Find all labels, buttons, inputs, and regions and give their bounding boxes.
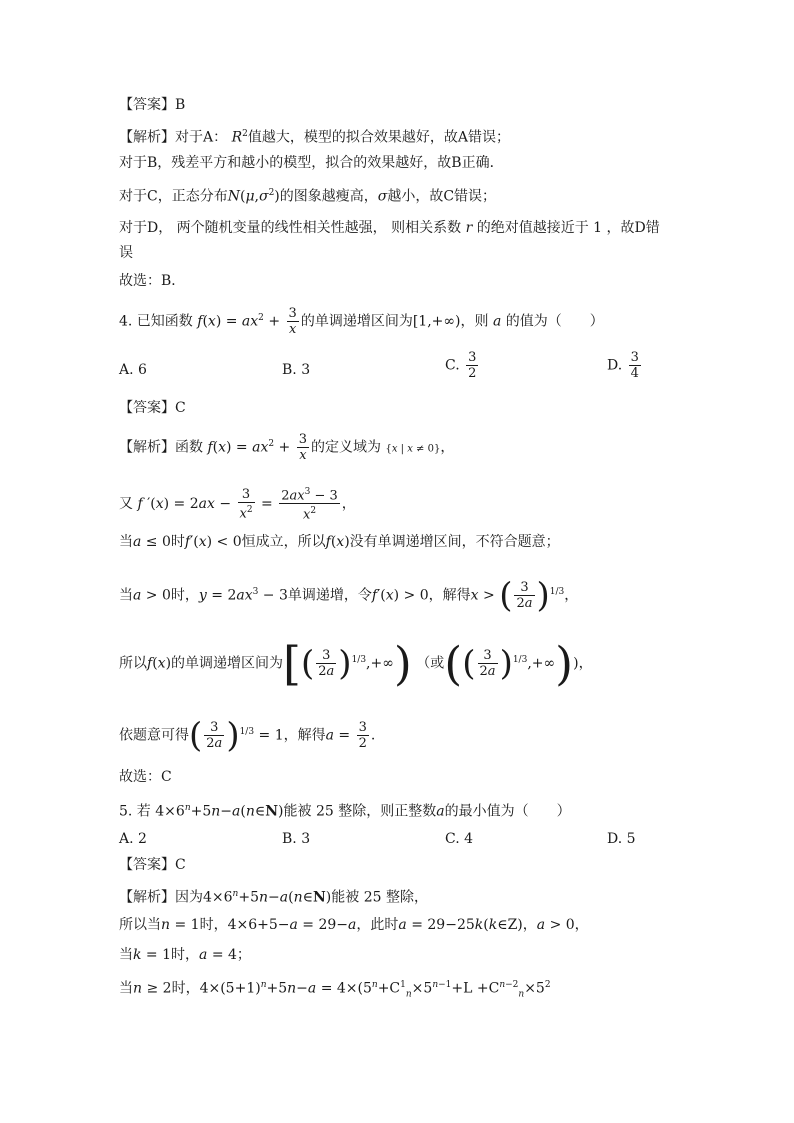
q5-option-a: A. 2 — [119, 831, 147, 847]
analysis-d: 对于D， 两个随机变量的线性相关性越强， 则相关系数 r 的绝对值越接近于 1 ，故D错 — [119, 220, 660, 236]
analysis-q5-n2: 当n ≥ 2时，$4\times(5+1)^n+5n-a = 4\times(5^n+C^1_n\times 5^{n-1}+L +C^{n-2}_n\times 5^2$ — [119, 980, 551, 1000]
choose-c: 故选：C — [119, 769, 172, 785]
analysis-c: 对于C，正态分布$N(\mu,\sigma^2)$的图象越瘦高，σ越小，故C错误； — [119, 188, 497, 205]
analysis-b: 对于B，残差平方和越小的模型，拟合的效果越好，故B正确． — [119, 155, 504, 171]
answer-label-1: 【答案】B — [119, 97, 186, 113]
q4-option-b: B. 3 — [282, 362, 311, 378]
q4-option-d: D. $\frac{3}{4}$ — [607, 350, 639, 381]
q5-option-b: B. 3 — [282, 831, 311, 847]
answer-label-3: 【答案】C — [119, 857, 186, 873]
analysis-q5-k1: 当k = 1时，a = 4； — [119, 947, 251, 963]
q5-option-c: C. 4 — [445, 831, 474, 847]
analysis-d-cont: 误 — [119, 245, 133, 261]
question-4: 4. 已知函数 $f(x) = ax^2$ + $\frac{3}{x}$ 的单调递增区间为[1,+∞)，则 a 的值为（ ） — [119, 306, 604, 337]
analysis-q4-case1: 当a ≤ 0时f′(x) < 0恒成立，所以f(x)没有单调递增区间，不符合题意； — [119, 534, 560, 550]
question-5: 5. 若 $4\times 6^n+5n-a(n\in N)$能被 25 整除，则正整数a的最小值为（ ） — [119, 803, 571, 820]
analysis-q5-n1: 所以当n = 1时，4×6+5−a = 29−a，此时a = 29−25k(k∈Z)，a > 0， — [119, 917, 589, 933]
analysis-q4-derivative: 又 f ′(x) = 2ax − $\frac{3}{x^2}$ = $\frac{2ax^3 - 3}{x^2}$ ， — [119, 486, 356, 523]
analysis-q4-case2: 当a > 0时，$y = 2ax^3 - 3$单调递增，令f′(x) > 0，解得x > ( $\frac{3}{2a}$ )$^{1/3}$， — [119, 575, 579, 616]
analysis-q4-interval: 所以f(x)的单调递增区间为[( $\frac{3}{2a}$ )$^{1/3}$,+∞) （或(( $\frac{3}{2a}$ )$^{1/3}$,+∞))， — [119, 636, 593, 691]
q4-option-c: C. $\frac{3}{2}$ — [445, 350, 477, 381]
analysis-q5-intro: 【解析】因为$4\times 6^n+5n-a(n\in N)$能被 25 整除， — [119, 889, 428, 906]
answer-label-2: 【答案】C — [119, 400, 186, 416]
analysis-q4-domain: 【解析】函数 $f(x) = ax^2$ + $\frac{3}{x}$ 的定义域为 {x | x ≠ 0}， — [119, 432, 455, 463]
q5-option-d: D. 5 — [607, 831, 636, 847]
analysis-a: 【解析】对于A： $R^2$值越大，模型的拟合效果越好，故A错误； — [119, 129, 510, 146]
choose-b: 故选：B． — [119, 273, 186, 289]
q4-option-a: A. 6 — [119, 362, 147, 378]
analysis-q4-solve: 依题意可得( $\frac{3}{2a}$ )$^{1/3}$ = 1，解得a = $\frac{3}{2}$ . — [119, 715, 376, 756]
